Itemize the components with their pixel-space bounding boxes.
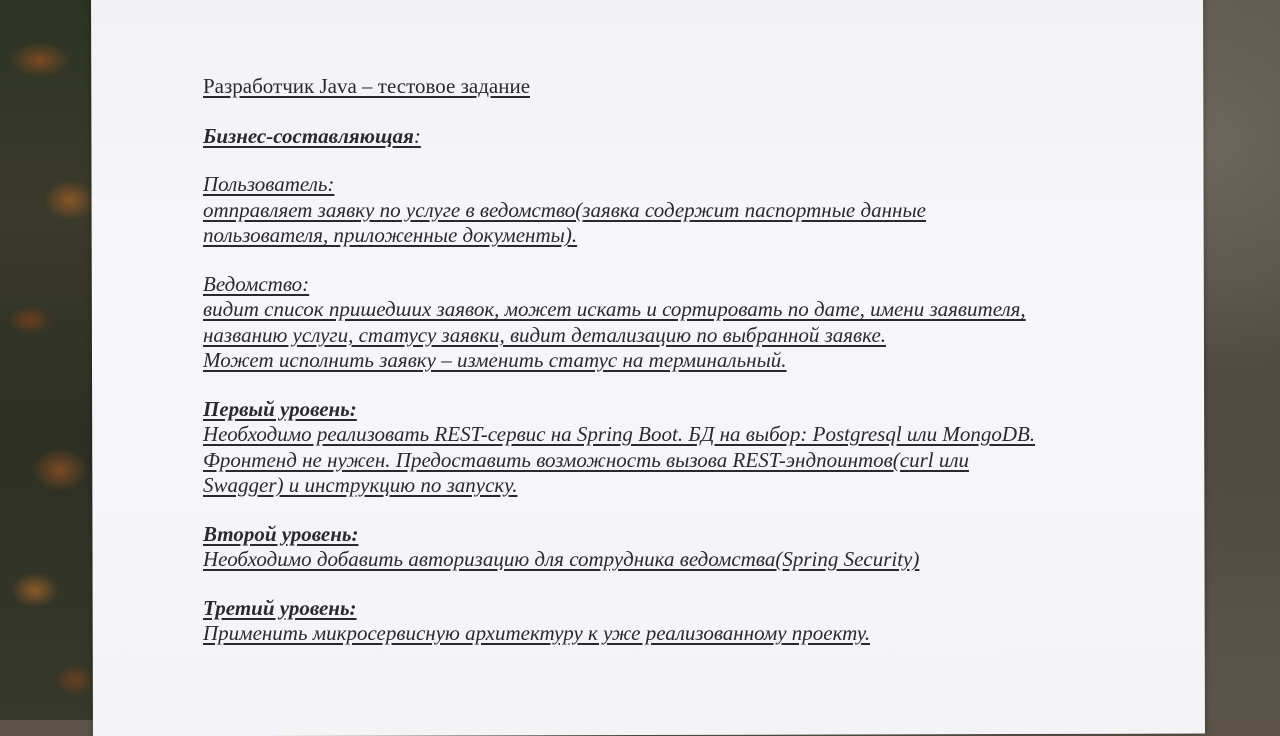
level3-line-1: Применить микросервисную архитектуру к уже реализованному проекту. <box>203 621 871 645</box>
level1-line-1: Необходимо реализовать REST-сервис на Spring Boot. БД на выбор: Postgresql или MongoDB. <box>203 422 1036 446</box>
user-label: Пользователь: <box>203 172 335 196</box>
level2-line-1: Необходимо добавить авторизацию для сотрудника ведомства(Spring Security) <box>203 547 920 571</box>
document-text <box>203 74 1203 647</box>
business-heading-suffix: : <box>413 123 421 148</box>
level2-heading: Второй уровень: <box>203 521 359 546</box>
business-heading-text: Бизнес-составляющая <box>203 123 414 148</box>
agency-line-1: видит список пришедших заявок, может искать и сортировать по дате, имени заявителя, <box>203 297 1026 321</box>
agency-label: Ведомство: <box>203 271 310 296</box>
level1-heading: Первый уровень: <box>203 396 357 421</box>
agency-line-2: названию услуги, статусу заявки, видит детализацию по выбранной заявке. <box>203 322 887 347</box>
business-heading <box>203 124 1203 150</box>
level1-line-3: Swagger) и инструкцию по запуску. <box>203 473 518 497</box>
level1-line-2: Фронтенд не нужен. Предоставить возможность вызова REST-эндпоинтов(curl или <box>203 447 970 472</box>
level3-heading: Третий уровень: <box>203 595 357 620</box>
user-line-1: отправляет заявку по услуге в ведомство(заявка содержит паспортные данные <box>203 197 926 222</box>
user-line-2: пользователя, приложенные документы). <box>203 223 578 247</box>
document-title: Разработчик Java – тестовое задание <box>203 74 531 98</box>
agency-line-3: Может исполнить заявку – изменить статус на терминальный. <box>203 348 787 372</box>
